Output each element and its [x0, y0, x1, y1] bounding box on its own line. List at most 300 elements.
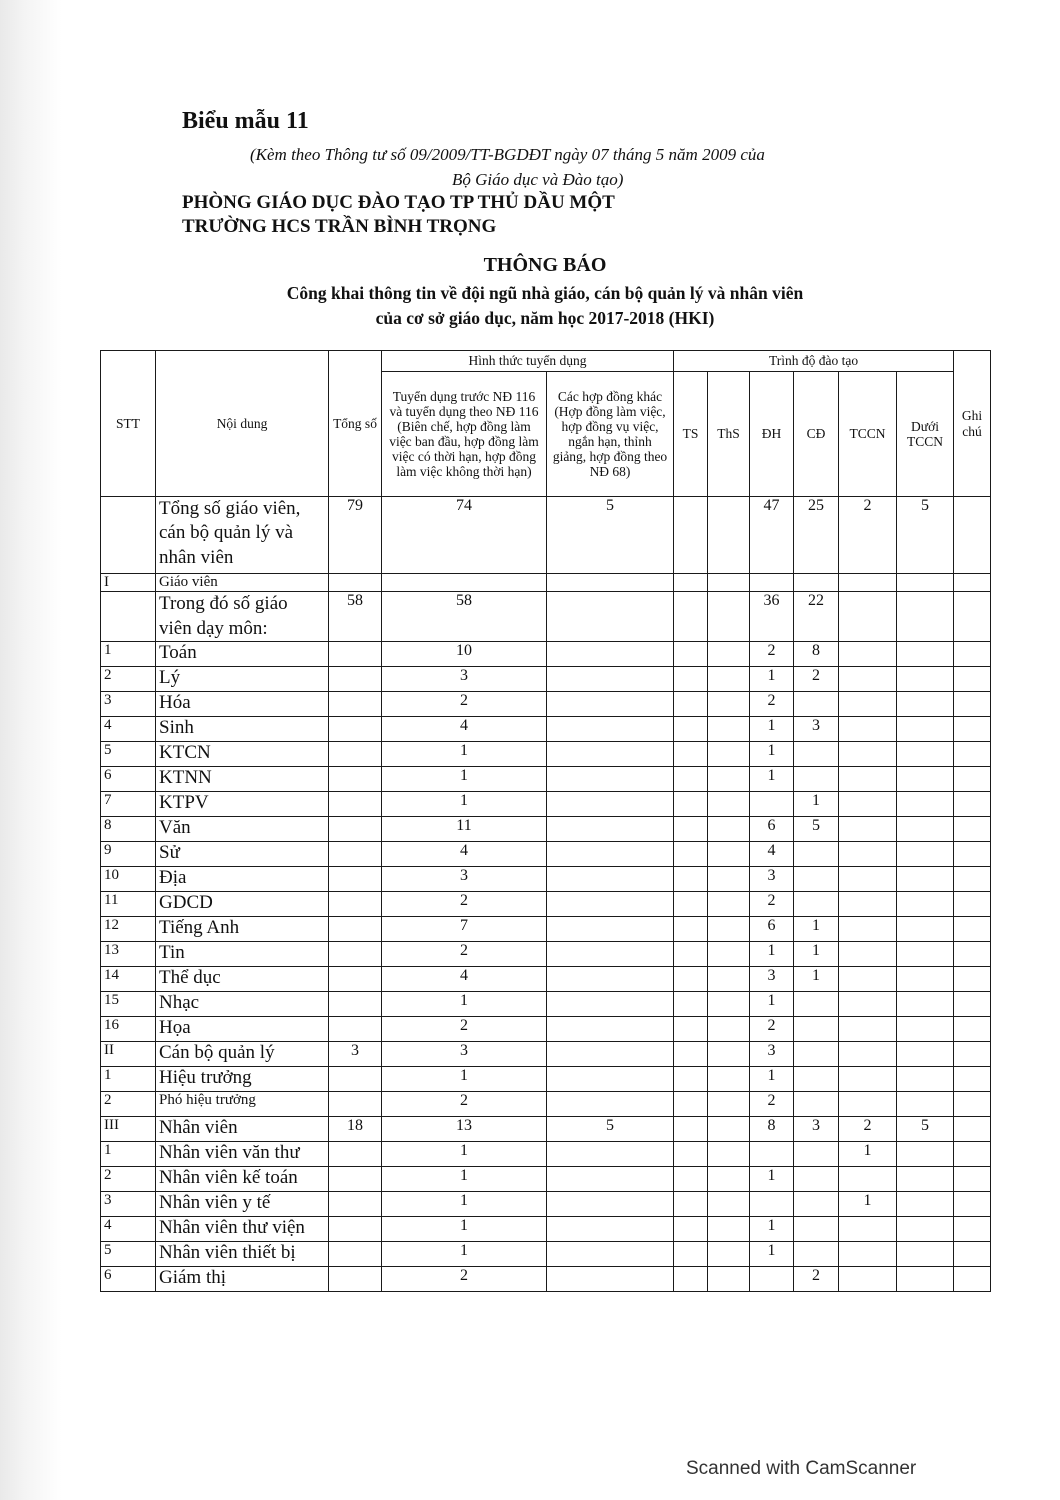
staff-row-ts — [674, 1167, 708, 1192]
subject-row-duoi — [897, 742, 954, 767]
staff-row-ghichu — [954, 1217, 991, 1242]
staff-row-dh — [750, 1142, 794, 1167]
subject-row-ths — [708, 892, 750, 917]
form-title: Biểu mẫu 11 — [182, 108, 309, 134]
subject-row-name: GDCD — [156, 892, 329, 917]
total-td: 74 — [382, 497, 547, 574]
trong-do-dh: 36 — [750, 592, 794, 642]
subject-row-hd — [547, 642, 674, 667]
subject-row-stt: 1 — [101, 642, 156, 667]
section-i-stt: I — [101, 574, 156, 592]
subject-row-dh: 3 — [750, 867, 794, 892]
subject-row-stt: 6 — [101, 767, 156, 792]
trong-do-tong: 58 — [329, 592, 382, 642]
staff-row-ghichu — [954, 1267, 991, 1292]
staff-row-duoi — [897, 1142, 954, 1167]
trong-do-cd: 22 — [794, 592, 839, 642]
staff-row-hd — [547, 1192, 674, 1217]
staff-row-tong — [329, 1267, 382, 1292]
staff-row — [101, 1267, 991, 1292]
subject-row — [101, 1017, 991, 1042]
manager-row — [101, 1092, 991, 1117]
subject-row-ts — [674, 842, 708, 867]
notice-subtitle-1: Công khai thông tin về đội ngũ nhà giáo, cán bộ quản lý và nhân viên — [286, 283, 804, 303]
subject-row-dh — [750, 792, 794, 817]
subject-row-ths — [708, 692, 750, 717]
subject-row — [101, 767, 991, 792]
subject-row — [101, 667, 991, 692]
subject-row-tccn — [839, 967, 897, 992]
manager-row-td: 1 — [382, 1067, 547, 1092]
header-tong-so: Tổng số — [329, 351, 382, 497]
subject-row-tong — [329, 742, 382, 767]
subject-row-ts — [674, 867, 708, 892]
staff-row-stt: 6 — [101, 1267, 156, 1292]
subject-row-tccn — [839, 992, 897, 1017]
staff-row-ths — [708, 1192, 750, 1217]
manager-row-tccn — [839, 1067, 897, 1092]
subject-row-stt: 10 — [101, 867, 156, 892]
staff-row-td: 1 — [382, 1192, 547, 1217]
staff-row-td: 1 — [382, 1217, 547, 1242]
subject-row-stt: 2 — [101, 667, 156, 692]
subject-row — [101, 817, 991, 842]
staff-row-tong — [329, 1192, 382, 1217]
subject-row-tccn — [839, 842, 897, 867]
subject-row-name: KTNN — [156, 767, 329, 792]
subject-row-cd — [794, 842, 839, 867]
staff-row-ts — [674, 1267, 708, 1292]
staff-row-ts — [674, 1217, 708, 1242]
subject-row — [101, 842, 991, 867]
staff-row-hd — [547, 1142, 674, 1167]
subject-row-name: KTPV — [156, 792, 329, 817]
section-iii-row-td: 13 — [382, 1117, 547, 1142]
staff-row-stt: 2 — [101, 1167, 156, 1192]
staff-row-tong — [329, 1242, 382, 1267]
header-trinh-do: Trình độ đào tạo — [674, 351, 954, 372]
header-ths: ThS — [708, 372, 750, 497]
subject-row-tong — [329, 717, 382, 742]
staff-row-name: Nhân viên y tế — [156, 1192, 329, 1217]
subject-row-name: KTCN — [156, 742, 329, 767]
subject-row-duoi — [897, 992, 954, 1017]
subject-row-hd — [547, 967, 674, 992]
header-stt: STT — [101, 351, 156, 497]
subject-row-td: 7 — [382, 917, 547, 942]
manager-row-hd — [547, 1067, 674, 1092]
subject-row-dh: 6 — [750, 917, 794, 942]
section-iii-row-ghichu — [954, 1117, 991, 1142]
subject-row-dh: 1 — [750, 767, 794, 792]
subject-row-td: 1 — [382, 792, 547, 817]
staff-row-ts — [674, 1192, 708, 1217]
header-cd: CĐ — [794, 372, 839, 497]
subject-row-stt: 5 — [101, 742, 156, 767]
staff-row — [101, 1142, 991, 1167]
total-row — [101, 497, 991, 574]
subject-row-tong — [329, 892, 382, 917]
subject-row-stt: 11 — [101, 892, 156, 917]
staff-row — [101, 1167, 991, 1192]
section-iii-row-tong: 18 — [329, 1117, 382, 1142]
subject-row-tccn — [839, 1017, 897, 1042]
staff-row-cd — [794, 1192, 839, 1217]
subject-row-duoi — [897, 1017, 954, 1042]
subject-row-tong — [329, 992, 382, 1017]
subject-row — [101, 692, 991, 717]
department-name: PHÒNG GIÁO DỤC ĐÀO TẠO TP THỦ DẦU MỘT — [182, 192, 615, 213]
staff-row-dh — [750, 1192, 794, 1217]
subject-row-name: Lý — [156, 667, 329, 692]
staff-row-duoi — [897, 1192, 954, 1217]
subject-row-stt: 14 — [101, 967, 156, 992]
subject-row-tong — [329, 692, 382, 717]
subject-row-duoi — [897, 892, 954, 917]
subject-row-td: 1 — [382, 742, 547, 767]
subject-row-ts — [674, 717, 708, 742]
staff-row-cd: 2 — [794, 1267, 839, 1292]
subject-row-stt: 3 — [101, 692, 156, 717]
manager-row-cd — [794, 1092, 839, 1117]
subject-row-dh: 4 — [750, 842, 794, 867]
subject-row-td: 4 — [382, 967, 547, 992]
subject-row-tong — [329, 642, 382, 667]
staff-row-ts — [674, 1242, 708, 1267]
subject-row-td: 3 — [382, 667, 547, 692]
subject-row-tccn — [839, 867, 897, 892]
subject-row-duoi — [897, 767, 954, 792]
staff-row-dh: 1 — [750, 1242, 794, 1267]
subject-row-ghichu — [954, 942, 991, 967]
subject-row-stt: 15 — [101, 992, 156, 1017]
staff-row-tccn — [839, 1167, 897, 1192]
staff-row-tong — [329, 1217, 382, 1242]
total-tong: 79 — [329, 497, 382, 574]
subject-row-td: 2 — [382, 892, 547, 917]
subject-row-ghichu — [954, 717, 991, 742]
subject-row-tccn — [839, 917, 897, 942]
subject-row — [101, 992, 991, 1017]
subject-row-ths — [708, 867, 750, 892]
subject-row-dh: 2 — [750, 642, 794, 667]
subject-row-td: 2 — [382, 1017, 547, 1042]
subject-row-duoi — [897, 692, 954, 717]
subject-row-td: 1 — [382, 992, 547, 1017]
subject-row-duoi — [897, 842, 954, 867]
subject-row-dh: 1 — [750, 992, 794, 1017]
manager-row-tccn — [839, 1092, 897, 1117]
subject-row-ghichu — [954, 892, 991, 917]
subject-row-hd — [547, 992, 674, 1017]
reference-line-2: Bộ Giáo dục và Đào tạo) — [452, 170, 624, 189]
subject-row-hd — [547, 817, 674, 842]
staff-row-name: Giám thị — [156, 1267, 329, 1292]
subject-row-tccn — [839, 942, 897, 967]
subject-row-ghichu — [954, 992, 991, 1017]
subject-row-ths — [708, 742, 750, 767]
staff-row-cd — [794, 1142, 839, 1167]
scan-page-edge — [0, 0, 62, 1500]
staff-row-stt: 1 — [101, 1142, 156, 1167]
subject-row-ts — [674, 892, 708, 917]
subject-row — [101, 717, 991, 742]
manager-row — [101, 1067, 991, 1092]
staff-row-tccn: 1 — [839, 1192, 897, 1217]
staff-row — [101, 1242, 991, 1267]
subject-row-cd: 1 — [794, 967, 839, 992]
subject-row-cd — [794, 767, 839, 792]
subject-row-tccn — [839, 742, 897, 767]
subject-row-ghichu — [954, 817, 991, 842]
total-ghichu — [954, 497, 991, 574]
subject-row-hd — [547, 892, 674, 917]
manager-row-duoi — [897, 1092, 954, 1117]
total-dh: 47 — [750, 497, 794, 574]
subject-row — [101, 642, 991, 667]
subject-row-tccn — [839, 667, 897, 692]
subject-row-td: 10 — [382, 642, 547, 667]
manager-row-name: Phó hiệu trưởng — [156, 1092, 329, 1117]
subject-row-ts — [674, 817, 708, 842]
staff-row-dh: 1 — [750, 1167, 794, 1192]
subject-row-hd — [547, 667, 674, 692]
subject-row-tong — [329, 842, 382, 867]
subject-row-dh: 3 — [750, 967, 794, 992]
subject-row-name: Họa — [156, 1017, 329, 1042]
trong-do-name: Trong đó số giáo viên dạy môn: — [156, 592, 329, 642]
staff-row-td: 1 — [382, 1242, 547, 1267]
section-ii-row-dh: 3 — [750, 1042, 794, 1067]
manager-row-tong — [329, 1067, 382, 1092]
staff-row-stt: 5 — [101, 1242, 156, 1267]
staff-row-dh — [750, 1267, 794, 1292]
subject-row-ts — [674, 792, 708, 817]
subject-row-ths — [708, 942, 750, 967]
subject-row-ts — [674, 692, 708, 717]
manager-row-hd — [547, 1092, 674, 1117]
manager-row-stt: 2 — [101, 1092, 156, 1117]
subject-row-ts — [674, 742, 708, 767]
subject-row-tong — [329, 767, 382, 792]
staff-row-hd — [547, 1267, 674, 1292]
subject-row-ghichu — [954, 867, 991, 892]
section-ii-row-ts — [674, 1042, 708, 1067]
subject-row-ths — [708, 792, 750, 817]
staff-row-ghichu — [954, 1242, 991, 1267]
section-iii-row-cd: 3 — [794, 1117, 839, 1142]
subject-row-tccn — [839, 692, 897, 717]
subject-row-hd — [547, 1017, 674, 1042]
subject-row-tccn — [839, 642, 897, 667]
subject-row-ths — [708, 767, 750, 792]
subject-row-ts — [674, 942, 708, 967]
staff-row-tong — [329, 1142, 382, 1167]
header-tuyen-dung-truoc: Tuyển dụng trước NĐ 116 và tuyển dụng theo NĐ 116 (Biên chế, hợp đồng làm việc ban đầu, hợp đồng làm việc có thời hạn, hợp đồng làm việc không thời hạn) — [382, 372, 547, 497]
subject-row-duoi — [897, 792, 954, 817]
subject-row-ths — [708, 917, 750, 942]
section-ii-row-ghichu — [954, 1042, 991, 1067]
staff-row-stt: 3 — [101, 1192, 156, 1217]
header-duoi-tccn: Dưới TCCN — [897, 372, 954, 497]
subject-row-name: Nhạc — [156, 992, 329, 1017]
subject-row-name: Toán — [156, 642, 329, 667]
subject-row-stt: 8 — [101, 817, 156, 842]
total-ths — [708, 497, 750, 574]
manager-row-td: 2 — [382, 1092, 547, 1117]
subject-row-ths — [708, 967, 750, 992]
section-iii-row-hd: 5 — [547, 1117, 674, 1142]
staff-row-tccn: 1 — [839, 1142, 897, 1167]
section-iii-row-duoi: 5 — [897, 1117, 954, 1142]
staff-row-name: Nhân viên văn thư — [156, 1142, 329, 1167]
subject-row-cd: 1 — [794, 792, 839, 817]
subject-row-duoi — [897, 967, 954, 992]
subject-row-ghichu — [954, 667, 991, 692]
subject-row-name: Thể dục — [156, 967, 329, 992]
staff-row-dh: 1 — [750, 1217, 794, 1242]
subject-row-tccn — [839, 767, 897, 792]
section-ii-row-name: Cán bộ quản lý — [156, 1042, 329, 1067]
subject-row — [101, 967, 991, 992]
subject-row-stt: 9 — [101, 842, 156, 867]
school-name: TRƯỜNG HCS TRẦN BÌNH TRỌNG — [182, 216, 497, 237]
subject-row-tccn — [839, 892, 897, 917]
subject-row-cd — [794, 742, 839, 767]
staff-row-duoi — [897, 1267, 954, 1292]
subject-row-tong — [329, 967, 382, 992]
subject-row-ghichu — [954, 842, 991, 867]
header-hinh-thuc: Hình thức tuyển dụng — [382, 351, 674, 372]
subject-row-dh: 1 — [750, 717, 794, 742]
subject-row-hd — [547, 867, 674, 892]
subject-row-dh: 2 — [750, 692, 794, 717]
subject-row-ths — [708, 667, 750, 692]
staff-row-duoi — [897, 1217, 954, 1242]
header-tccn: TCCN — [839, 372, 897, 497]
section-iii-row-ths — [708, 1117, 750, 1142]
staff-row-ths — [708, 1167, 750, 1192]
subject-row-ts — [674, 992, 708, 1017]
subject-row-ts — [674, 667, 708, 692]
subject-row-name: Sử — [156, 842, 329, 867]
staff-row-td: 1 — [382, 1142, 547, 1167]
subject-row-stt: 13 — [101, 942, 156, 967]
staff-row-duoi — [897, 1242, 954, 1267]
subject-row-tong — [329, 1017, 382, 1042]
staff-row — [101, 1217, 991, 1242]
trong-do-stt — [101, 592, 156, 642]
subject-row-duoi — [897, 942, 954, 967]
subject-row-stt: 12 — [101, 917, 156, 942]
section-ii-row-hd — [547, 1042, 674, 1067]
subject-row-dh: 1 — [750, 742, 794, 767]
staff-row-hd — [547, 1167, 674, 1192]
subject-row-ths — [708, 717, 750, 742]
subject-row-cd: 2 — [794, 667, 839, 692]
total-duoi: 5 — [897, 497, 954, 574]
section-iii-row-name: Nhân viên — [156, 1117, 329, 1142]
staff-row-ts — [674, 1142, 708, 1167]
staff-row-duoi — [897, 1167, 954, 1192]
subject-row-td: 11 — [382, 817, 547, 842]
subject-row-duoi — [897, 642, 954, 667]
subject-row-ghichu — [954, 692, 991, 717]
manager-row-stt: 1 — [101, 1067, 156, 1092]
manager-row-ths — [708, 1092, 750, 1117]
subject-row-tong — [329, 817, 382, 842]
subject-row-td: 3 — [382, 867, 547, 892]
subject-row-ts — [674, 642, 708, 667]
manager-row-ghichu — [954, 1067, 991, 1092]
staff-row-cd — [794, 1167, 839, 1192]
subject-row-ghichu — [954, 642, 991, 667]
subject-row-tccn — [839, 717, 897, 742]
subject-row-cd — [794, 867, 839, 892]
section-iii-row-tccn: 2 — [839, 1117, 897, 1142]
subject-row-tccn — [839, 792, 897, 817]
subject-row-name: Sinh — [156, 717, 329, 742]
staff-row-cd — [794, 1242, 839, 1267]
subject-row-hd — [547, 692, 674, 717]
subject-row-ths — [708, 642, 750, 667]
subject-row-hd — [547, 917, 674, 942]
subject-row-cd: 8 — [794, 642, 839, 667]
notice-subtitle-2: của cơ sở giáo dục, năm học 2017-2018 (HKI) — [375, 308, 715, 328]
staff-row-ths — [708, 1242, 750, 1267]
staff-row-ths — [708, 1267, 750, 1292]
subject-row-ghichu — [954, 967, 991, 992]
total-tccn: 2 — [839, 497, 897, 574]
total-hd: 5 — [547, 497, 674, 574]
subject-row-td: 1 — [382, 767, 547, 792]
subject-row-cd: 1 — [794, 917, 839, 942]
subject-row-tong — [329, 917, 382, 942]
subject-row-duoi — [897, 867, 954, 892]
subject-row-cd — [794, 892, 839, 917]
subject-row-ts — [674, 767, 708, 792]
subject-row-dh: 2 — [750, 1017, 794, 1042]
subject-row-tong — [329, 942, 382, 967]
subject-row-cd — [794, 992, 839, 1017]
header-ghi-chu: Ghi chú — [954, 351, 991, 497]
subject-row-ths — [708, 1017, 750, 1042]
subject-row-ths — [708, 992, 750, 1017]
staff-row-ghichu — [954, 1167, 991, 1192]
staff-row-tccn — [839, 1217, 897, 1242]
subject-row-td: 2 — [382, 692, 547, 717]
section-ii-row — [101, 1042, 991, 1067]
total-cd: 25 — [794, 497, 839, 574]
subject-row — [101, 867, 991, 892]
subject-row-ths — [708, 842, 750, 867]
staff-row-td: 1 — [382, 1167, 547, 1192]
header-dh: ĐH — [750, 372, 794, 497]
subject-row-stt: 4 — [101, 717, 156, 742]
header-noi-dung: Nội dung — [156, 351, 329, 497]
section-i-row — [101, 574, 991, 592]
staff-table — [100, 350, 991, 1292]
header-hop-dong-khac: Các hợp đồng khác (Hợp đồng làm việc, hợp đồng vụ việc, ngắn hạn, thỉnh giảng, hợp đồng theo NĐ 68) — [547, 372, 674, 497]
staff-row-tccn — [839, 1267, 897, 1292]
total-stt — [101, 497, 156, 574]
subject-row-dh: 1 — [750, 667, 794, 692]
notice-title: THÔNG BÁO — [483, 254, 607, 276]
section-iii-row-dh: 8 — [750, 1117, 794, 1142]
staff-row-tong — [329, 1167, 382, 1192]
staff-row-name: Nhân viên thư viện — [156, 1217, 329, 1242]
subject-row-tccn — [839, 817, 897, 842]
